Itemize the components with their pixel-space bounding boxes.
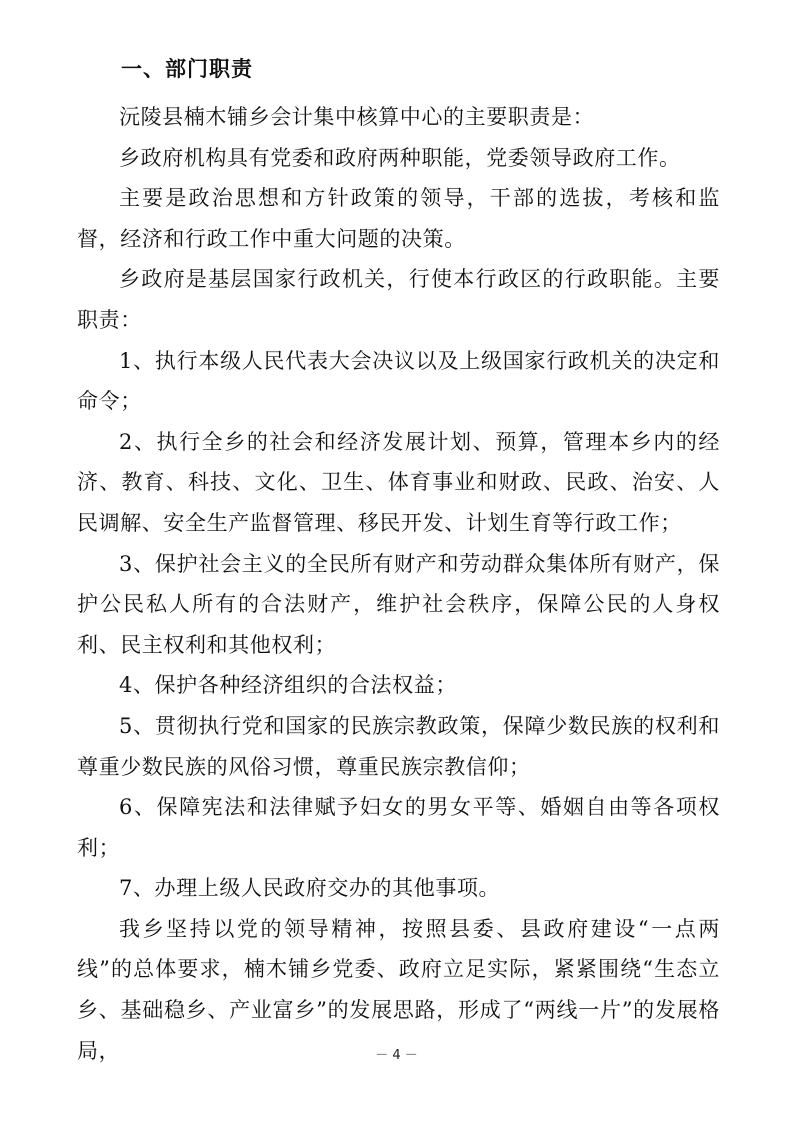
duty-item-1: 1、执行本级人民代表大会决议以及上级国家行政机关的决定和命令；: [77, 348, 720, 414]
paragraph-functions: 乡政府机构具有党委和政府两种职能，党委领导政府工作。: [119, 145, 681, 170]
duty-item-7: 7、办理上级人民政府交办的其他事项。: [119, 876, 501, 901]
duty-item-2: 2、执行全乡的社会和经济发展计划、预算，管理本乡内的经济、教育、科技、文化、卫生、体育事业和财政、民政、治安、人民调解、安全生产监督管理、移民开发、计划生育等行政工作；: [77, 429, 720, 535]
paragraph-intro: 沅陵县楠木铺乡会计集中核算中心的主要职责是：: [119, 105, 595, 129]
paragraph-development: 我乡坚持以党的领导精神，按照县委、县政府建设“一点两线”的总体要求，楠木铺乡党委、政府立足实际，紧紧围绕“生态立乡、基础稳乡、产业富乡”的发展思路，形成了“两线一片”的发展格局，: [77, 916, 720, 1063]
duty-item-5: 5、贯彻执行党和国家的民族宗教政策，保障少数民族的权利和尊重少数民族的风俗习惯，尊重民族宗教信仰；: [77, 713, 720, 779]
duty-item-3: 3、保护社会主义的全民所有财产和劳动群众集体所有财产，保护公民私人所有的合法财产，维护社会秩序，保障公民的人身权利、民主权利和其他权利；: [77, 551, 720, 657]
duty-item-6: 6、保障宪法和法律赋予妇女的男女平等、婚姻自由等各项权利；: [77, 795, 720, 860]
section-heading: 一、部门职责: [121, 57, 253, 81]
paragraph-government-role: 乡政府是基层国家行政机关，行使本行政区的行政职能。主要职责：: [77, 267, 720, 332]
page-number: － 4 －: [375, 1048, 418, 1063]
paragraph-party-role: 主要是政治思想和方针政策的领导，干部的选拔，考核和监督，经济和行政工作中重大问题的决策。: [77, 186, 720, 251]
body-text: [77, 97, 720, 1071]
duty-item-4: 4、保护各种经济组织的合法权益；: [119, 673, 457, 698]
